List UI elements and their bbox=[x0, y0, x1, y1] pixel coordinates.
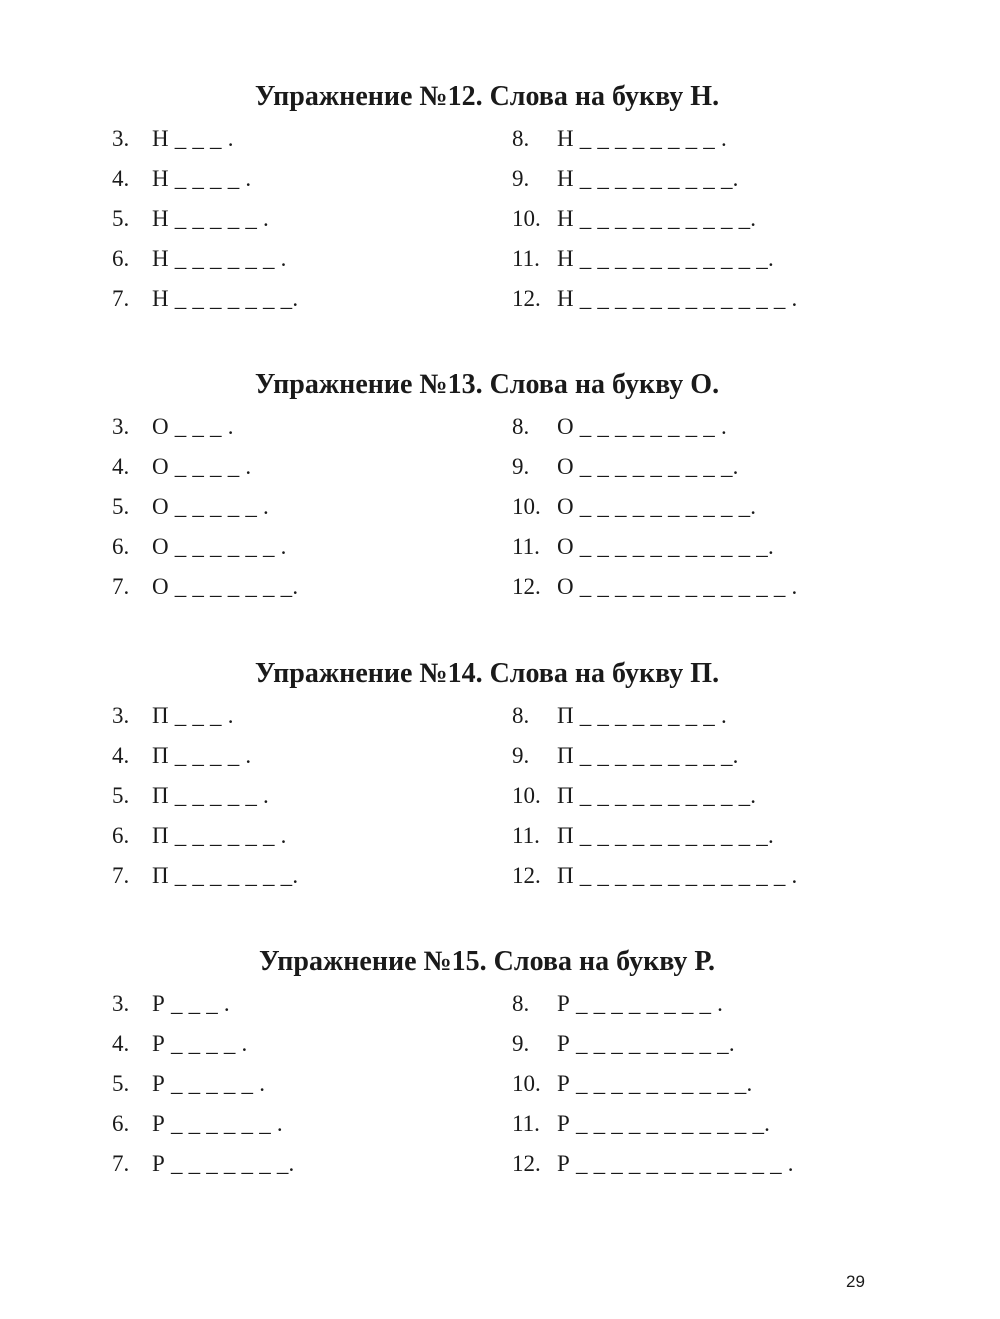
item-number: 7. bbox=[112, 863, 130, 888]
item-number: 10. bbox=[512, 783, 541, 808]
item-word-blank: П _ _ _ _ _ _ _ _ _. bbox=[557, 743, 739, 768]
item-word-blank: О _ _ _ _ _ _ _ _ _ _ _ _ . bbox=[557, 574, 798, 599]
exercise-column-right bbox=[512, 412, 798, 612]
item-word-blank: Н _ _ _ . bbox=[152, 126, 234, 151]
exercise-column-right bbox=[512, 701, 798, 901]
exercise-item bbox=[512, 284, 798, 324]
exercise-item bbox=[512, 1069, 794, 1109]
item-word-blank: О _ _ _ _ _ _ _. bbox=[152, 574, 299, 599]
item-number: 12. bbox=[512, 286, 541, 311]
item-word-blank: Н _ _ _ _ _ _ _ _ _ _ _. bbox=[557, 246, 774, 271]
exercise-item bbox=[112, 701, 298, 741]
exercise-item bbox=[512, 861, 798, 901]
exercise-item bbox=[512, 701, 798, 741]
item-number: 4. bbox=[112, 743, 130, 768]
exercise-item bbox=[112, 1109, 295, 1149]
exercise-item bbox=[112, 204, 298, 244]
item-word-blank: Н _ _ _ _ _ . bbox=[152, 206, 269, 231]
item-number: 9. bbox=[512, 743, 530, 768]
exercise-item bbox=[512, 989, 794, 1029]
exercise-title: Упражнение №14. Слова на букву П. bbox=[254, 658, 720, 689]
exercise-column-right bbox=[512, 124, 798, 324]
item-number: 4. bbox=[112, 1031, 130, 1056]
exercise-item bbox=[112, 821, 298, 861]
item-word-blank: Р _ _ _ . bbox=[152, 991, 230, 1016]
exercise-item bbox=[512, 452, 798, 492]
exercise-item bbox=[512, 1149, 794, 1189]
item-word-blank: О _ _ _ _ _ _ _ _ . bbox=[557, 414, 727, 439]
item-number: 10. bbox=[512, 494, 541, 519]
item-word-blank: Р _ _ _ _ _ _ _ _ _. bbox=[557, 1031, 735, 1056]
exercise-item bbox=[112, 412, 298, 452]
exercise-item bbox=[512, 244, 798, 284]
item-word-blank: Н _ _ _ _ _ _ . bbox=[152, 246, 287, 271]
item-word-blank: О _ _ _ _ _ _ _ _ _ _ _. bbox=[557, 534, 774, 559]
item-word-blank: Н _ _ _ _ _ _ _ _ _ _ _ _ . bbox=[557, 286, 798, 311]
exercise-item bbox=[512, 532, 798, 572]
exercise-item bbox=[512, 821, 798, 861]
item-word-blank: Н _ _ _ _ _ _ _ _ _ _. bbox=[557, 206, 757, 231]
item-word-blank: О _ _ _ _ . bbox=[152, 454, 252, 479]
item-number: 5. bbox=[112, 1071, 130, 1096]
exercise-item bbox=[112, 164, 298, 204]
item-number: 6. bbox=[112, 534, 130, 559]
exercise-column-right bbox=[512, 989, 794, 1189]
page-number: 29 bbox=[846, 1272, 865, 1291]
item-word-blank: Р _ _ _ _ _ _ _ _ _ _ _ _ . bbox=[557, 1151, 794, 1176]
item-number: 3. bbox=[112, 991, 130, 1016]
item-number: 12. bbox=[512, 863, 541, 888]
item-number: 10. bbox=[512, 206, 541, 231]
exercise-item bbox=[112, 741, 298, 781]
item-word-blank: П _ _ _ _ _ _ _. bbox=[152, 863, 299, 888]
item-number: 6. bbox=[112, 823, 130, 848]
item-word-blank: Р _ _ _ _ _ _ _. bbox=[152, 1151, 295, 1176]
item-number: 11. bbox=[512, 534, 540, 559]
item-number: 5. bbox=[112, 783, 130, 808]
item-number: 3. bbox=[112, 414, 130, 439]
exercise-title: Упражнение №12. Слова на букву Н. bbox=[254, 81, 720, 112]
exercise-item bbox=[112, 572, 298, 612]
item-number: 9. bbox=[512, 1031, 530, 1056]
exercise-item bbox=[512, 124, 798, 164]
exercise-title: Упражнение №13. Слова на букву О. bbox=[254, 369, 720, 400]
item-number: 5. bbox=[112, 206, 130, 231]
item-word-blank: Н _ _ _ _ _ _ _ _ _. bbox=[557, 166, 739, 191]
exercise-column-left bbox=[112, 412, 298, 612]
item-word-blank: О _ _ _ . bbox=[152, 414, 234, 439]
exercise-item bbox=[112, 124, 298, 164]
exercise-item bbox=[112, 1069, 295, 1109]
exercise-column-left bbox=[112, 124, 298, 324]
exercise-item bbox=[512, 412, 798, 452]
item-number: 6. bbox=[112, 1111, 130, 1136]
item-word-blank: Р _ _ _ _ _ _ _ _ . bbox=[557, 991, 724, 1016]
item-word-blank: Р _ _ _ _ _ _ _ _ _ _ _. bbox=[557, 1111, 771, 1136]
exercise-item bbox=[112, 452, 298, 492]
exercise-item bbox=[512, 1029, 794, 1069]
item-word-blank: П _ _ _ _ _ _ _ _ _ _ _ _ . bbox=[557, 863, 798, 888]
exercise-item bbox=[112, 1029, 295, 1069]
exercise-item bbox=[512, 204, 798, 244]
item-number: 8. bbox=[512, 126, 530, 151]
item-number: 12. bbox=[512, 574, 541, 599]
item-word-blank: О _ _ _ _ _ _ _ _ _. bbox=[557, 454, 739, 479]
item-number: 4. bbox=[112, 166, 130, 191]
exercise-title: Упражнение №15. Слова на букву Р. bbox=[259, 946, 715, 977]
item-word-blank: Р _ _ _ _ _ _ . bbox=[152, 1111, 283, 1136]
exercise-item bbox=[112, 1149, 295, 1189]
item-number: 3. bbox=[112, 126, 130, 151]
item-number: 5. bbox=[112, 494, 130, 519]
item-number: 9. bbox=[512, 454, 530, 479]
item-number: 3. bbox=[112, 703, 130, 728]
exercise-item bbox=[112, 781, 298, 821]
exercise-item bbox=[512, 164, 798, 204]
item-word-blank: П _ _ _ _ . bbox=[152, 743, 252, 768]
item-number: 7. bbox=[112, 574, 130, 599]
item-word-blank: Н _ _ _ _ _ _ _. bbox=[152, 286, 299, 311]
item-word-blank: Р _ _ _ _ _ _ _ _ _ _. bbox=[557, 1071, 753, 1096]
exercise-item bbox=[512, 572, 798, 612]
item-number: 11. bbox=[512, 823, 540, 848]
item-number: 4. bbox=[112, 454, 130, 479]
exercise-item bbox=[512, 492, 798, 532]
exercise-column-left bbox=[112, 701, 298, 901]
item-word-blank: П _ _ _ _ _ . bbox=[152, 783, 269, 808]
item-word-blank: О _ _ _ _ _ _ _ _ _ _. bbox=[557, 494, 757, 519]
exercise-item bbox=[112, 861, 298, 901]
item-number: 9. bbox=[512, 166, 530, 191]
item-word-blank: О _ _ _ _ _ _ . bbox=[152, 534, 287, 559]
item-word-blank: Р _ _ _ _ _ . bbox=[152, 1071, 266, 1096]
exercise-item bbox=[112, 244, 298, 284]
exercise-item bbox=[512, 781, 798, 821]
exercise-item bbox=[112, 492, 298, 532]
item-word-blank: П _ _ _ _ _ _ _ _ _ _. bbox=[557, 783, 757, 808]
item-word-blank: Н _ _ _ _ _ _ _ _ . bbox=[557, 126, 727, 151]
item-number: 11. bbox=[512, 246, 540, 271]
item-word-blank: П _ _ _ _ _ _ _ _ . bbox=[557, 703, 727, 728]
item-word-blank: Р _ _ _ _ . bbox=[152, 1031, 248, 1056]
item-number: 7. bbox=[112, 286, 130, 311]
exercise-column-left bbox=[112, 989, 295, 1189]
item-number: 12. bbox=[512, 1151, 541, 1176]
item-number: 11. bbox=[512, 1111, 540, 1136]
exercise-item bbox=[112, 989, 295, 1029]
item-number: 6. bbox=[112, 246, 130, 271]
item-number: 8. bbox=[512, 703, 530, 728]
item-number: 8. bbox=[512, 414, 530, 439]
exercise-item bbox=[112, 532, 298, 572]
item-number: 10. bbox=[512, 1071, 541, 1096]
item-word-blank: П _ _ _ _ _ _ . bbox=[152, 823, 287, 848]
exercise-item bbox=[512, 1109, 794, 1149]
item-number: 7. bbox=[112, 1151, 130, 1176]
item-word-blank: О _ _ _ _ _ . bbox=[152, 494, 269, 519]
item-number: 8. bbox=[512, 991, 530, 1016]
item-word-blank: П _ _ _ _ _ _ _ _ _ _ _. bbox=[557, 823, 774, 848]
item-word-blank: П _ _ _ . bbox=[152, 703, 234, 728]
item-word-blank: Н _ _ _ _ . bbox=[152, 166, 252, 191]
exercise-item bbox=[112, 284, 298, 324]
exercise-item bbox=[512, 741, 798, 781]
